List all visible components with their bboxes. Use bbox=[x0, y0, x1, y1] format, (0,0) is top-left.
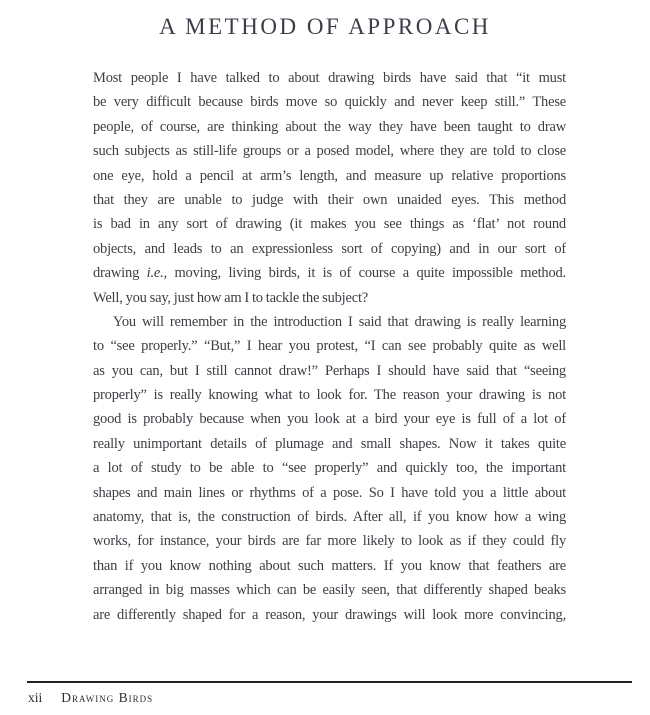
body-text-segment: are differently shaped for a reason, your drawings will look more convincing, bbox=[93, 606, 566, 623]
page-number: xii bbox=[28, 690, 43, 705]
body-line bbox=[93, 432, 566, 456]
body-text-segment: to “see properly.” “But,” I hear you protest, “I can see probably quite as well bbox=[93, 338, 566, 355]
body-text-segment: as you can, but I still cannot draw!” Perhaps I should have said that “seeing bbox=[93, 362, 566, 379]
body-text-italic-segment: i.e., bbox=[146, 265, 167, 282]
body-text-segment: really unimportant details of plumage and small shapes. Now it takes quite bbox=[93, 435, 566, 452]
body-text-segment: is bad in any sort of drawing (it makes you see things as ‘flat’ not round bbox=[93, 216, 566, 233]
body-text-segment: that they are unable to judge with their own unaided eyes. This method bbox=[93, 191, 566, 208]
body-line bbox=[93, 237, 566, 261]
body-text-segment: objects, and leads to an expressionless sort of copying) and in our sort of bbox=[93, 240, 566, 257]
body-text-segment: properly” is really knowing what to look for. The reason your drawing is not bbox=[93, 387, 566, 404]
body-text-segment: one eye, hold a pencil at arm’s length, and measure up relative proportions bbox=[93, 167, 566, 184]
body-line bbox=[93, 505, 566, 529]
body-text-segment: good is probably because when you look at a bird your eye is full of a lot of bbox=[93, 411, 566, 428]
footer-row bbox=[28, 690, 153, 706]
body-line bbox=[93, 164, 566, 188]
body-text-segment: Most people I have talked to about drawing birds have said that “it must bbox=[93, 70, 566, 86]
body-line bbox=[93, 212, 566, 236]
body-text-segment: a lot of study to be able to “see properly” and quickly too, the important bbox=[93, 460, 566, 477]
body-line bbox=[93, 383, 566, 407]
body-text-segment: You will remember in the introduction I said that drawing is really learning bbox=[113, 313, 566, 330]
body-text-segment: shapes and main lines or rhythms of a pose. So I have told you a little about bbox=[93, 484, 566, 501]
body-text-segment: drawing bbox=[93, 265, 147, 282]
body-line bbox=[93, 554, 566, 578]
body-line bbox=[93, 310, 566, 334]
body-text bbox=[93, 66, 566, 627]
body-text-segment: than if you know nothing about such matters. If you know that feathers are bbox=[93, 557, 566, 574]
body-line bbox=[93, 334, 566, 358]
body-text-segment: people, of course, are thinking about the way they have been taught to draw bbox=[93, 118, 566, 135]
body-text-segment: moving, living birds, it is of course a quite impossible method. bbox=[166, 265, 566, 282]
body-line bbox=[93, 481, 566, 505]
footer-rule bbox=[27, 681, 632, 683]
body-line bbox=[93, 188, 566, 212]
body-line bbox=[93, 66, 566, 90]
body-text-segment: Well, you say, just how am I to tackle the subject? bbox=[93, 289, 369, 306]
body-line bbox=[93, 359, 566, 383]
body-line bbox=[93, 603, 566, 627]
body-line bbox=[93, 90, 566, 114]
body-line bbox=[93, 407, 566, 431]
body-text-segment: anatomy, that is, the construction of birds. After all, if you know how a wing bbox=[93, 509, 566, 526]
body-line bbox=[93, 456, 566, 480]
body-line bbox=[93, 578, 566, 602]
body-line bbox=[93, 529, 566, 553]
body-text-segment: arranged in big masses which can be easily seen, that differently shaped beaks bbox=[93, 582, 566, 599]
body-text-segment: be very difficult because birds move so quickly and never keep still.” These bbox=[93, 94, 566, 111]
body-line bbox=[93, 261, 566, 285]
body-line bbox=[93, 286, 566, 310]
body-line bbox=[93, 139, 566, 163]
body-text-segment: works, for instance, your birds are far more likely to look as if they could fly bbox=[93, 533, 566, 550]
body-text-segment: such subjects as still-life groups or a posed model, where they are told to close bbox=[93, 143, 566, 160]
chapter-title: A METHOD OF APPROACH bbox=[159, 14, 491, 39]
book-title: Drawing Birds bbox=[61, 690, 154, 705]
body-line bbox=[93, 115, 566, 139]
